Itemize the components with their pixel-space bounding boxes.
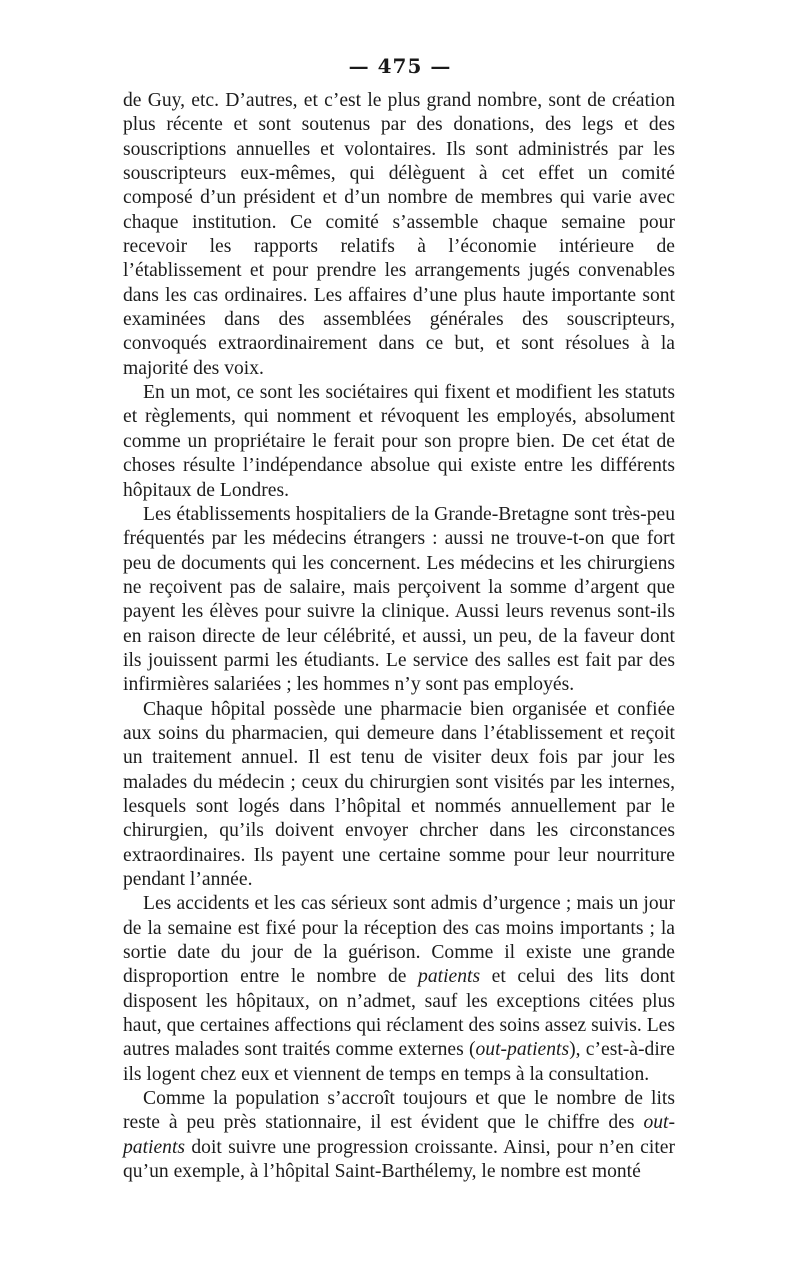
italic-term: patients	[418, 966, 481, 988]
paragraph	[123, 89, 675, 381]
page-number: — 475 —	[348, 54, 452, 78]
text-segment: de Guy, etc. D’autres, et c’est le plus grand nombre, sont de création plus récente et sont soutenus par des donations, des legs et des souscriptions annuelles et volontaires. Ils sont administrés par les souscripteurs eux-mêmes, qui délèguent à cet effet un comité composé d’un président et d’un nombre de membres qui varie avec chaque institution. Ce comité s’assemble chaque semaine pour recevoir les rapports relatifs à l’économie intérieure de l’établissement et pour prendre les arrangements jugés convenables dans les cas ordinaires. Les affaires d’une plus haute importante sont examinées dans des assemblées générales des souscripteurs, convoqués extraordinairement dans ce but, et sont résolues à la majorité des voix.	[123, 90, 675, 379]
text-segment: Comme la population s’accroît toujours et que le nombre de lits reste à peu près stationnaire, il est évident que le chiffre des	[123, 1088, 675, 1134]
paragraph	[123, 698, 675, 893]
italic-term: out-patients	[123, 1112, 675, 1158]
text-segment: Les accidents et les cas sérieux sont admis d’urgence ; mais un jour de la semaine est fixé pour la réception des cas moins importants ; la sortie date du jour de la guérison. Comme il existe une grande disproportion entre le nombre de	[123, 893, 675, 988]
paragraph	[123, 1087, 675, 1184]
body-text	[123, 89, 675, 1184]
text-segment: et celui des lits dont disposent les hôpitaux, on n’admet, sauf les exceptions citées plus haut, que certaines affections qui réclament des soins assez suivis. Les autres malades sont traités comme externes (	[123, 966, 675, 1061]
text-segment: Chaque hôpital possède une pharmacie bien organisée et confiée aux soins du pharmacien, qui demeure dans l’établissement et reçoit un traitement annuel. Il est tenu de visiter deux fois par jour les malades du médecin ; ceux du chirurgien sont visités par les internes, lesquels sont logés dans l’hôpital et nommés annuellement par le chirurgien, qu’ils doivent envoyer chrcher dans les circonstances extraordinaires. Ils payent une certaine somme pour leur nourriture pendant l’année.	[123, 698, 675, 890]
italic-term: out-patients	[475, 1039, 570, 1061]
paragraph	[123, 381, 675, 503]
paragraph	[123, 503, 675, 698]
text-segment: ), c’est-à-dire ils logent chez eux et viennent de temps en temps à la consultation.	[123, 1039, 675, 1085]
text-segment: En un mot, ce sont les sociétaires qui fixent et modifient les statuts et règlements, qui nomment et révoquent les employés, absolument comme un propriétaire le ferait pour son propre bien. De cet état de choses résulte l’indépendance absolue qui existe entre les différents hôpitaux de Londres.	[123, 382, 675, 501]
text-segment: doit suivre une progression croissante. Ainsi, pour n’en citer qu’un exemple, à l’hôpital Saint-Barthélemy, le nombre est monté	[123, 1136, 675, 1183]
paragraph	[123, 892, 675, 1087]
text-segment: Les établissements hospitaliers de la Grande-Bretagne sont très-peu fréquentés par les médecins étrangers : aussi ne trouve-t-on que fort peu de documents qui les concernent. Les médecins et les chirurgiens ne reçoivent pas de salaire, mais perçoivent la somme d’argent que payent les élèves pour suivre la clinique. Aussi leurs revenus sont-ils en raison directe de leur célébrité, et aussi, un peu, de la faveur dont ils jouissent parmi les étudiants. Le service des salles est fait par des infirmières salariées ; les hommes n’y sont pas employés.	[123, 503, 675, 696]
